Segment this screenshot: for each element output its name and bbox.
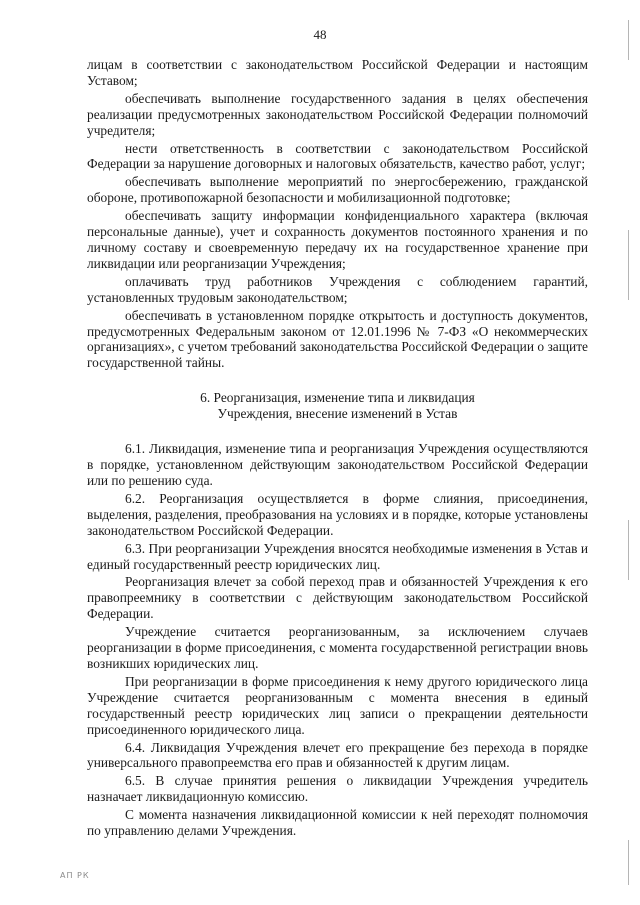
scan-edge-mark	[628, 230, 629, 300]
scan-edge-mark	[628, 20, 629, 60]
scan-edge-mark	[628, 840, 629, 885]
paragraph-6-5: 6.5. В случае принятия решения о ликвидации Учреждения учредитель назначает ликвидационную комиссию.	[87, 773, 588, 805]
paragraph-continuation: лицам в соответствии с законодательством Российской Федерации и настоящим Уставом;	[87, 57, 588, 88]
paragraph-6-2: 6.2. Реорганизация осуществляется в форме слияния, присоединения, выделения, разделения, преобразования на условиях и в порядке, которые установлены законодательством Российской Федерации.	[87, 490, 588, 538]
document-body	[87, 57, 588, 839]
paragraph-6-3-merger: При реорганизации в форме присоединения к нему другого юридического лица Учреждение считается реорганизованным с момента внесения в единый государственный реестр юридических лиц записи о прекращении деятельности присоединенного юридического лица.	[87, 673, 588, 737]
paragraph-6-4: 6.4. Ликвидация Учреждения влечет его прекращение без перехода в порядке универсального правопреемства его прав и обязанностей к другим лицам.	[87, 739, 588, 771]
paragraph-duty-information-protection: обеспечивать защиту информации конфиденциального характера (включая персональные данные), учет и сохранность документов постоянного хранения и по личному составу и своевременную передачу их на государственное хранение при ликвидации или реорганизации Учреждения;	[87, 208, 588, 271]
section-heading-line2: Учреждения, внесение изменений в Устав	[217, 406, 458, 422]
section-heading	[87, 390, 588, 422]
paragraph-6-3-reorganized: Учреждение считается реорганизованным, за исключением случаев реорганизации в форме присоединения, с момента государственной регистрации вновь возникших юридических лиц.	[87, 624, 588, 671]
paragraph-6-1: 6.1. Ликвидация, изменение типа и реорганизация Учреждения осуществляются в порядке, установленном действующим законодательством Российской Федерации или по решению суда.	[87, 441, 588, 489]
paragraph-duty-energy-defense: обеспечивать выполнение мероприятий по энергосбережению, гражданской обороне, противопожарной безопасности и мобилизационной подготовке;	[87, 174, 588, 206]
paragraph-duty-wages: оплачивать труд работников Учреждения с соблюдением гарантий, установленных трудовым законодательством;	[87, 273, 588, 305]
paragraph-duty-liability: нести ответственность в соответствии с законодательством Российской Федерации за нарушение договорных и налоговых обязательств, качество работ, услуг;	[87, 140, 588, 172]
paragraph-duty-transparency: обеспечивать в установленном порядке открытость и доступность документов, предусмотренных Федеральным законом от 12.01.1996 № 7-ФЗ «О некоммерческих организациях», с учетом требований законодательства Российской Федерации о защите государственной тайны.	[87, 307, 588, 371]
scan-edge-mark	[628, 520, 629, 580]
paragraph-6-5-commission: С момента назначения ликвидационной комиссии к ней переходят полномочия по управлению делами Учреждения.	[87, 807, 588, 839]
page-number: 48	[313, 27, 327, 42]
paragraph-6-3: 6.3. При реорганизации Учреждения вносятся необходимые изменения в Устав и единый государственный реестр юридических лиц.	[87, 540, 588, 572]
section-heading-line1: 6. Реорганизация, изменение типа и ликвидация	[200, 390, 475, 406]
paragraph-6-3-succession: Реорганизация влечет за собой переход прав и обязанностей Учреждения к его правопреемнику в соответствии с действующим законодательством Российской Федерации.	[87, 574, 588, 622]
paragraph-duty-state-task: обеспечивать выполнение государственного задания в целях обеспечения реализации предусмотренных законодательством Российской Федерации полномочий учредителя;	[87, 90, 588, 138]
archive-stamp-mark: АП РК	[60, 871, 90, 880]
